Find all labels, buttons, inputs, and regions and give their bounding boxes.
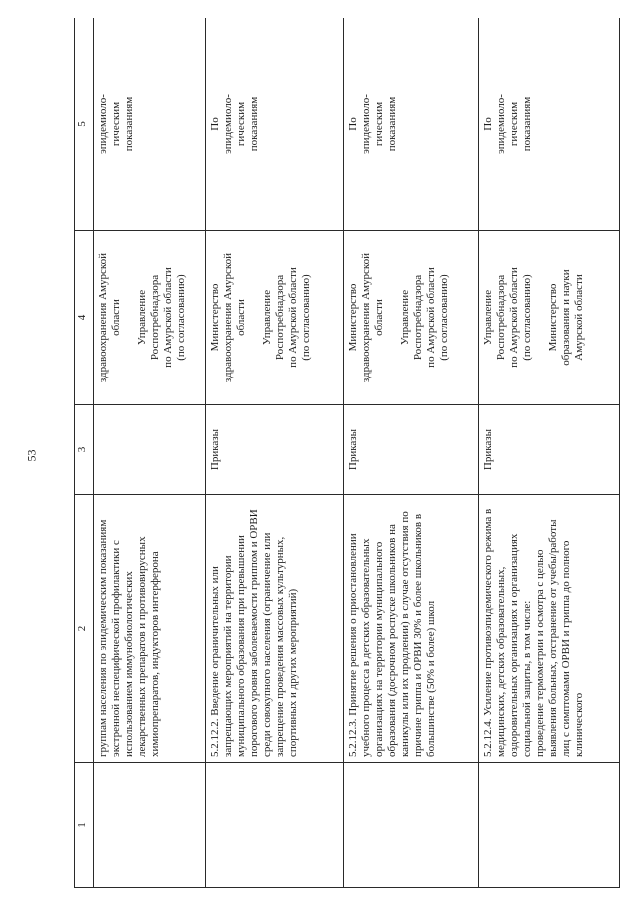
row3-deadline: По эпидемиоло- гическим показаниям bbox=[344, 18, 479, 231]
page-number: 53 bbox=[24, 449, 39, 462]
row3-measure: 5.2.12.3. Принятие решения о приостановлении учебного процесса в детских образовательных организациях на территории муниципального образования (досрочном роспуске школьников на каникулы или их продлении) в случае отсутствия по причине гриппа и ОРВИ 30% и более школьников в большинстве (50% и более) школ bbox=[344, 495, 479, 763]
rotated-page bbox=[74, 18, 620, 888]
row1-deadline: эпидемиоло- гическим показаниям bbox=[94, 18, 206, 231]
row4-col1 bbox=[479, 763, 620, 888]
row3-responsible: Министерство здравоохранения Амурской области Управление Роспотребнадзора по Амурской области (по согласованию) bbox=[344, 231, 479, 405]
table-row bbox=[344, 18, 479, 888]
row1-responsible: здравоохранения Амурской области Управление Роспотребнадзора по Амурской области (по согласованию) bbox=[94, 231, 206, 405]
row4-responsible: Управление Роспотребнадзора по Амурской области (по согласованию) Министерство образования и науки Амурской области bbox=[479, 231, 620, 405]
row2-col1 bbox=[206, 763, 344, 888]
row2-document-type: Приказы bbox=[206, 405, 344, 495]
row2-deadline: По эпидемиоло- гическим показаниям bbox=[206, 18, 344, 231]
measures-table bbox=[74, 18, 620, 888]
row3-document-type: Приказы bbox=[344, 405, 479, 495]
row2-responsible: Министерство здравоохранения Амурской области Управление Роспотребнадзора по Амурской области (по согласованию) bbox=[206, 231, 344, 405]
column-header-2: 2 bbox=[75, 495, 94, 763]
row3-col1 bbox=[344, 763, 479, 888]
column-header-5: 5 bbox=[75, 18, 94, 231]
row2-measure: 5.2.12.2. Введение ограничительных или запрещающих мероприятий на территории муниципального образования при превышении порогового уровня заболеваемости гриппом и ОРВИ среди совокупного населения (ограничение или запрещение проведения массовых культурных, спортивных и других мероприятий) bbox=[206, 495, 344, 763]
row4-document-type: Приказы bbox=[479, 405, 620, 495]
table-row bbox=[479, 18, 620, 888]
row1-measure: группам населения по эпидемическим показаниям экстренной неспецифической профилактики с использованием иммунобиологических лекарственных препаратов и противовирусных химиопрепаратов, индукторов интерферона bbox=[94, 495, 206, 763]
column-header-3: 3 bbox=[75, 405, 94, 495]
row1-document-type bbox=[94, 405, 206, 495]
row4-deadline: По эпидемиоло- гическим показаниям bbox=[479, 18, 620, 231]
document-frame bbox=[74, 18, 620, 888]
table-row bbox=[94, 18, 206, 888]
row1-col1 bbox=[94, 763, 206, 888]
column-header-4: 4 bbox=[75, 231, 94, 405]
table-header-row bbox=[75, 18, 94, 888]
column-header-1: 1 bbox=[75, 763, 94, 888]
row4-measure: 5.2.12.4. Усиление противоэпидемического режима в медицинских, детских образовательных, оздоровительных организациях и организациях социальной защиты, в том числе: проведение термометрии и осмотра с целью выявления больных, отстранение от учебы/работы лиц с симптомами ОРВИ и гриппа до полного клинического bbox=[479, 495, 620, 763]
table-row bbox=[206, 18, 344, 888]
